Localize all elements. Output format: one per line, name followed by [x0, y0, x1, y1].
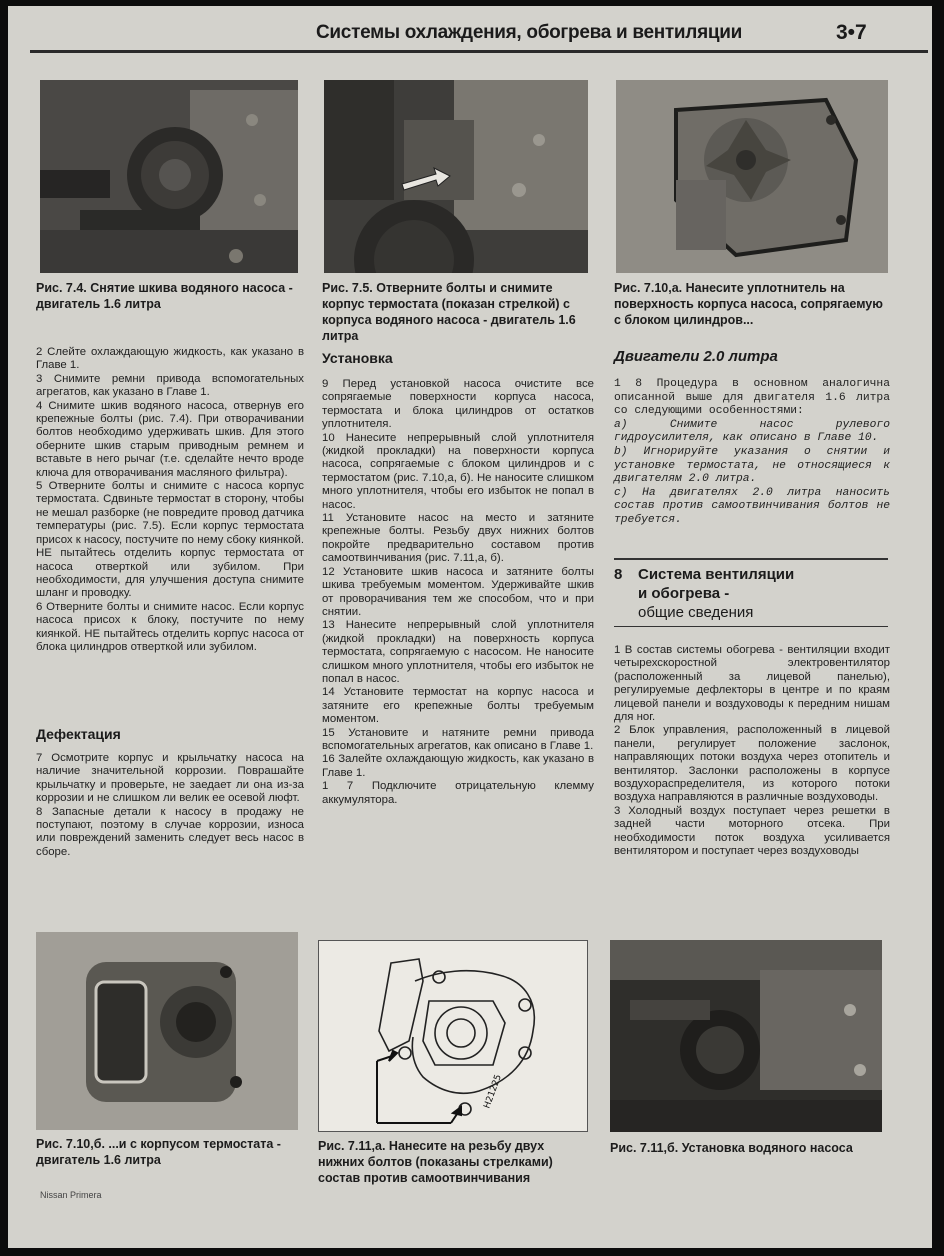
- section-8-para-2: 2 Блок управления, расположенный в лицевой панели, регулирует положение заслонок, направляющих потоки воздуха через отопитель и вентилятор. Заслонки расположены в корпусе воздухораспределителя, из которого потоки воздуха направляются в различные воздуховоды.: [614, 724, 890, 804]
- photo-fig-7-11b: [610, 940, 882, 1132]
- column-3-top: [614, 378, 890, 528]
- para-9: 9 Перед установкой насоса очистите все сопрягаемые поверхности корпуса насоса, термостата и блока цилиндров от остатков уплотнителя.: [322, 378, 594, 431]
- para-3: 3 Снимите ремни привода вспомогательных агрегатов, как указано в Главе 1.: [36, 372, 304, 399]
- caption-fig-7-10a: Рис. 7.10,а. Нанесите уплотнитель на поверхность корпуса насоса, сопрягаемую с блоком цилиндров...: [614, 281, 883, 327]
- section-8-title-line1: Система вентиляции: [638, 566, 795, 583]
- section-8-number: 8: [614, 566, 623, 583]
- section-8-title-line2: и обогрева -: [638, 585, 730, 602]
- photo-fig-7-10a: [616, 80, 888, 273]
- column-1: [36, 346, 304, 654]
- caption-fig-7-5: Рис. 7.5. Отверните болты и снимите корпус термостата (показан стрелкой) с корпуса водяного насоса - двигатель 1.6 литра: [322, 281, 576, 343]
- para-13: 13 Нанесите непрерывный слой уплотнителя (жидкой прокладки) на поверхность корпуса термостата, сопрягаемую с насосом. Не наносите слишком много уплотнителя, чтобы его избыток не попал в насос.: [322, 619, 594, 685]
- section-rule-top: [614, 558, 888, 560]
- drawing-fig-7-11a: [318, 940, 588, 1132]
- para-11: 11 Установите насос на место и затяните крепежные болты. Резьбу двух нижних болтов покройте предварительно составом против самоотвинчивания (рис. 7.11,а, б).: [322, 512, 594, 565]
- list-item-a: a) Снимите насос рулевого гидроусилителя, как описано в Главе 10.: [614, 418, 890, 445]
- manual-page: [8, 6, 932, 1248]
- footer-text: Nissan Primera: [40, 1190, 102, 1200]
- caption-fig-7-10b: Рис. 7.10,б. ...и с корпусом термостата - двигатель 1.6 литра: [36, 1137, 281, 1167]
- photo-fig-7-5: [324, 80, 588, 273]
- caption-fig-7-4: Рис. 7.4. Снятие шкива водяного насоса - двигатель 1.6 литра: [36, 281, 293, 311]
- caption-fig-7-11b: Рис. 7.11,б. Установка водяного насоса: [610, 1141, 853, 1155]
- para-12: 12 Установите шкив насоса и затяните болты шкива требуемым моментом. Удерживайте шкив от проворачивания тем же способом, что и при снятии.: [322, 565, 594, 618]
- page-title: Системы охлаждения, обогрева и вентиляции: [316, 22, 743, 43]
- para-10: 10 Нанесите непрерывный слой уплотнителя (жидкой прокладки) на поверхности корпуса насоса, сопрягаемые с блоком цилиндров и с термостатом (рис. 7.10,а, б). Не наносите слишком много уплотнителя, чтобы его избыток не попал в насос.: [322, 431, 594, 511]
- para-4: 4 Снимите шкив водяного насоса, отвернув его крепежные болты (рис. 7.4). При отворачивании болтов необходимо удерживать шкив. Для этого оберните шкив старым приводным ремнем и вставьте в него рычаг (т.е. сделайте нечто вроде ключа для отворачивания масляного фильтра).: [36, 399, 304, 479]
- column-3-lower: [614, 644, 890, 859]
- para-7: 7 Осмотрите корпус и крыльчатку насоса на наличие значительной коррозии. Поврашайте крыльчатку и проверьте, не заедает ли она из-за коррозии и не слишком ли велик ее осевой люфт.: [36, 752, 304, 805]
- section-8-para-1: 1 В состав системы обогрева - вентиляции входит четырехскоростной электровентилятор (расположенный за лицевой панелью), регулируемые дефлекторы в центре и по краям лицевой панели и воздуховоды к передним нишам для ног.: [614, 644, 890, 724]
- photo-fig-7-10b: [36, 932, 298, 1130]
- list-item-b: b) Игнорируйте указания о снятии и установке термостата, не относящиеся к двигателям 2.0 литра.: [614, 445, 890, 486]
- para-17: 1 7 Подключите отрицательную клемму аккумулятора.: [322, 780, 594, 806]
- para-14: 14 Установите термостат на корпус насоса и затяните его крепежные болты требуемым моментом.: [322, 686, 594, 726]
- section-8-para-3: 3 Холодный воздух поступает через решетки в задней части моторного отсека. При необходимости поток воздуха усиливается вентилятором и поступает через воздуховоды: [614, 804, 890, 858]
- para-15: 15 Установите и натяните ремни привода вспомогательных агрегатов, как описано в Главе 1.: [322, 726, 594, 752]
- para-5: 5 Отверните болты и снимите с насоса корпус термостата. Сдвиньте термостат в сторону, чтобы не мешал разборке (не повредите провод датчика температуры (рис. 7.5). Если корпус термостата присох к насосу, постучите по нему сбоку киянкой. НЕ пытайтесь отделить корпус термостата от насоса отверткой или зубилом. При необходимости, для улучшения доступа снимите шланг и проводку.: [36, 480, 304, 600]
- heading-defektatsiya: Дефектация: [36, 726, 121, 742]
- column-2: [322, 378, 594, 807]
- drawing-code-label: H21225: [482, 1073, 504, 1111]
- heading-dvigateli-2-0: Двигатели 2.0 литра: [614, 348, 778, 365]
- para-2: 2 Слейте охлаждающую жидкость, как указано в Главе 1.: [36, 346, 304, 372]
- para-6: 6 Отверните болты и снимите насос. Если корпус насоса присох к блоку, постучите по нему киянкой. НЕ пытайтесь отделить корпус насоса от блока цилиндров отверткой или зубилом.: [36, 600, 304, 653]
- column-1-lower: [36, 752, 304, 859]
- para-16: 16 Залейте охлаждающую жидкость, как указано в Главе 1.: [322, 753, 594, 779]
- para-18: 1 8 Процедура в основном аналогична описанной выше для двигателя 1.6 литра со следующими особенностями:: [614, 378, 890, 418]
- section-rule-bottom: [614, 626, 888, 627]
- photo-fig-7-4: [40, 80, 298, 273]
- list-item-c: c) На двигателях 2.0 литра наносить состав против самоотвинчивания болтов не требуется.: [614, 486, 890, 526]
- caption-fig-7-11a: Рис. 7.11,а. Нанесите на резьбу двух нижних болтов (показаны стрелками) состав против самоотвинчивания: [318, 1139, 553, 1185]
- section-8-subtitle: общие сведения: [638, 604, 754, 621]
- page-number: 3•7: [836, 21, 867, 44]
- header-rule: [30, 50, 928, 53]
- heading-ustanovka: Установка: [322, 350, 393, 366]
- para-8: 8 Запасные детали к насосу в продажу не поступают, поэтому в случае коррозии, износа или повреждений заменить следует весь насос в сборе.: [36, 805, 304, 858]
